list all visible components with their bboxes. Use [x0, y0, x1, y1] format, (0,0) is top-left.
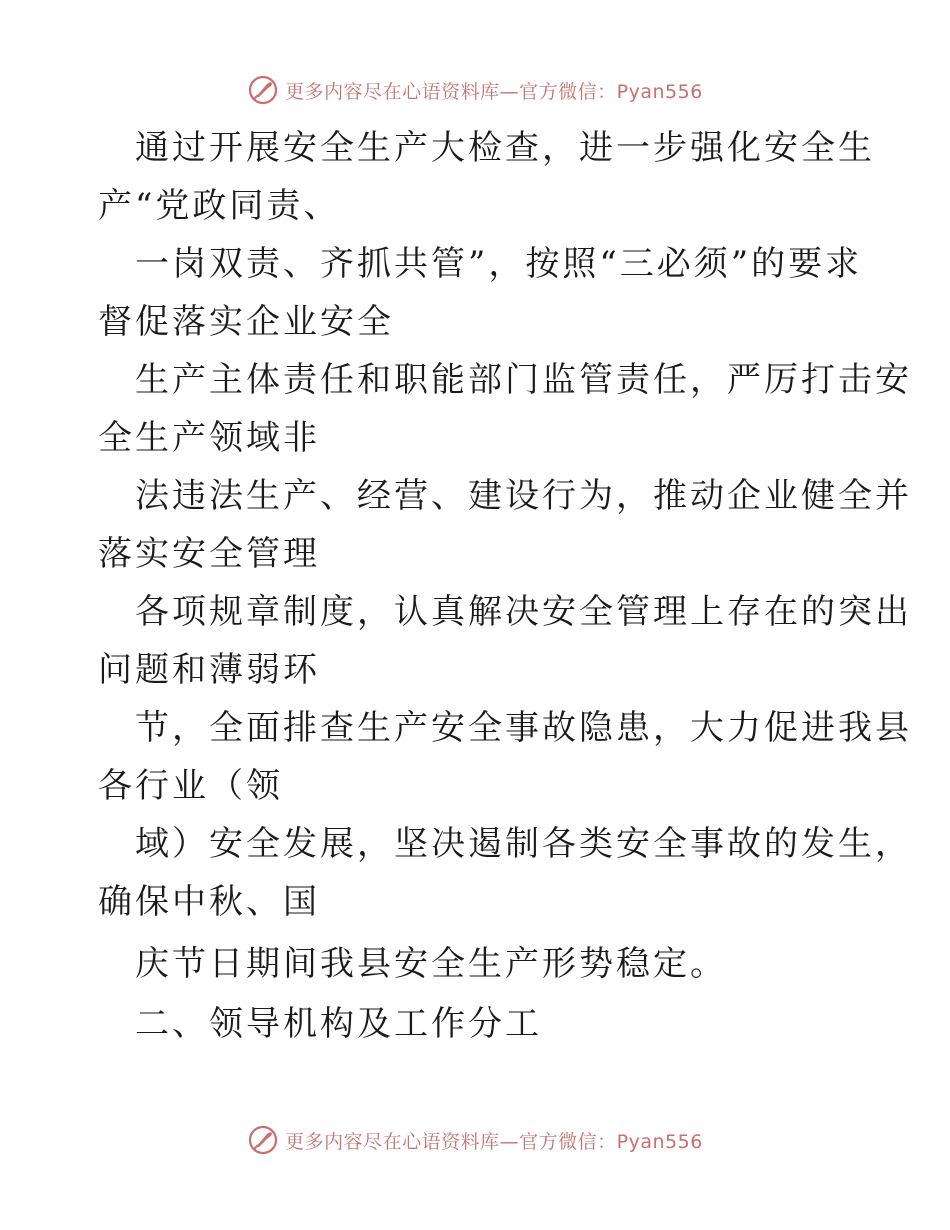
paragraph-line: 法违法生产、经营、建设行为，推动企业健全并: [135, 476, 912, 516]
paragraph-line: 产“党政同责、: [98, 186, 341, 226]
paragraph-line: 确保中秋、国: [98, 882, 320, 922]
watermark-group: [247, 74, 703, 106]
paragraph-line: 落实安全管理: [98, 534, 320, 574]
feather-pen-logo-icon: [247, 1124, 279, 1156]
paragraph-line: 域）安全发展，坚决遏制各类安全事故的发生，: [135, 824, 912, 864]
watermark-group: [247, 1124, 703, 1156]
footer-watermark: [0, 1120, 950, 1160]
paragraph-line: 各行业（领: [98, 766, 283, 806]
paragraph-line: 问题和薄弱环: [98, 650, 320, 690]
header-watermark: [0, 70, 950, 110]
section-heading: 二、领导机构及工作分工: [135, 1004, 542, 1044]
paragraph-line: 督促落实企业安全: [98, 302, 394, 342]
feather-pen-logo-icon: [247, 74, 279, 106]
paragraph-line: 一岗双责、齐抓共管”，按照“三必须”的要求: [135, 244, 863, 284]
paragraph-line: 庆节日期间我县安全生产形势稳定。: [135, 944, 727, 984]
paragraph-line: 各项规章制度，认真解决安全管理上存在的突出: [135, 592, 912, 632]
paragraph-line: 生产主体责任和职能部门监管责任，严厉打击安: [135, 360, 912, 400]
paragraph-line: 节，全面排查生产安全事故隐患，大力促进我县: [135, 708, 912, 748]
watermark-text: 更多内容尽在心语资料库—官方微信：Pyan556: [285, 80, 703, 103]
paragraph-line: 通过开展安全生产大检查，进一步强化安全生: [135, 128, 875, 168]
paragraph-line: 全生产领域非: [98, 418, 320, 458]
watermark-text: 更多内容尽在心语资料库—官方微信：Pyan556: [285, 1130, 703, 1153]
